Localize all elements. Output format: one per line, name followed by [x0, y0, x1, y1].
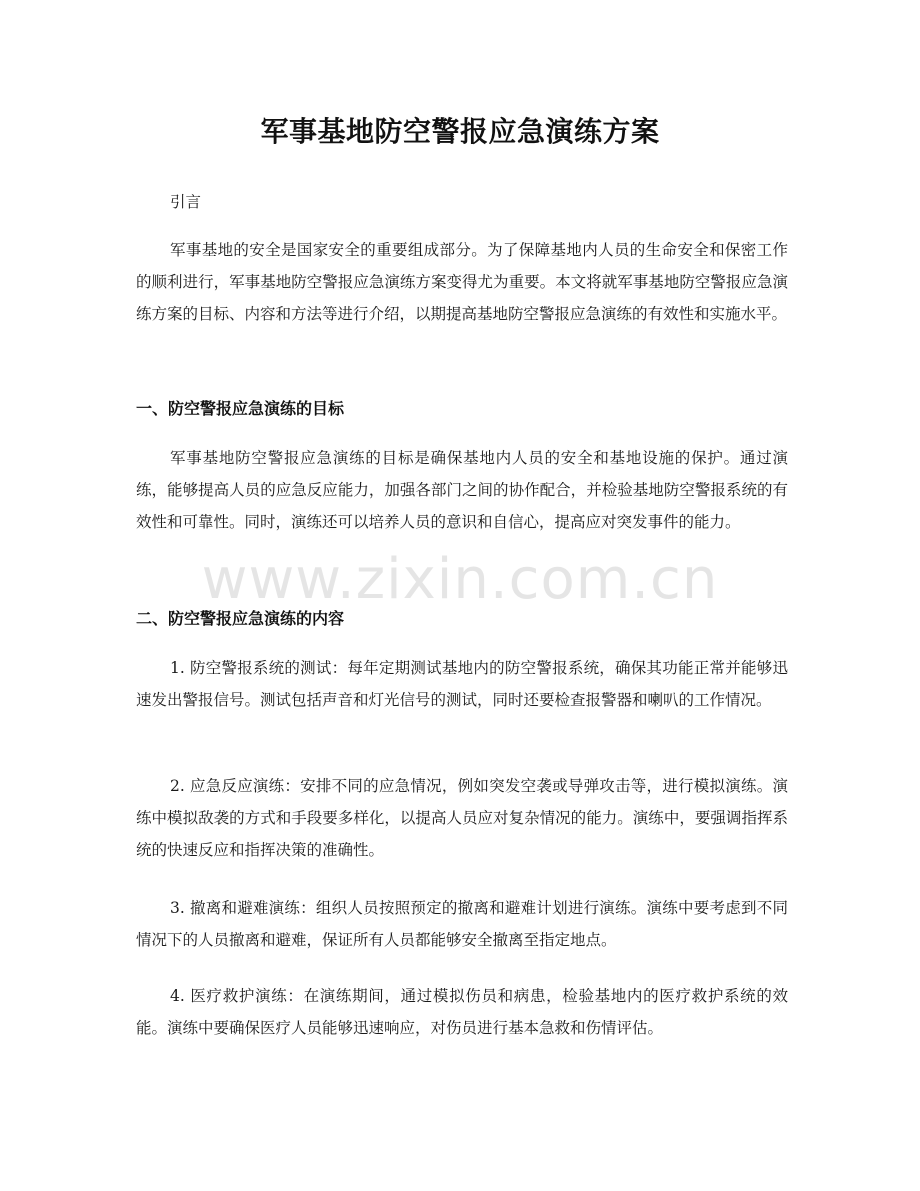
watermark: www.zixin.com.cn — [201, 547, 719, 612]
section-1-paragraph: 军事基地防空警报应急演练的目标是确保基地内人员的安全和基地设施的保护。通过演练，能够提高人员的应急反应能力，加强各部门之间的协作配合，并检验基地防空警报系统的有效性和可靠性。同时，演练还可以培养人员的意识和自信心，提高应对突发事件的能力。 — [136, 449, 788, 531]
document-title: 军事基地防空警报应急演练方案 — [260, 115, 660, 148]
section-2-item-2: 2. 应急反应演练：安排不同的应急情况，例如突发空袭或导弹攻击等，进行模拟演练。演练中模拟敌袭的方式和手段要多样化，以提高人员应对复杂情况的能力。演练中，要强调指挥系统的快速反应和指挥决策的准确性。 — [136, 777, 788, 859]
section-2-heading: 二、防空警报应急演练的内容 — [136, 609, 345, 628]
section-2-item-1: 1. 防空警报系统的测试：每年定期测试基地内的防空警报系统，确保其功能正常并能够迅速发出警报信号。测试包括声音和灯光信号的测试，同时还要检查报警器和喇叭的工作情况。 — [136, 659, 788, 709]
section-1-heading: 一、防空警报应急演练的目标 — [136, 399, 345, 418]
section-2-item-3: 3. 撤离和避难演练：组织人员按照预定的撤离和避难计划进行演练。演练中要考虑到不同情况下的人员撤离和避难，保证所有人员都能够安全撤离至指定地点。 — [136, 899, 788, 949]
intro-paragraph: 军事基地的安全是国家安全的重要组成部分。为了保障基地内人员的生命安全和保密工作的顺利进行，军事基地防空警报应急演练方案变得尤为重要。本文将就军事基地防空警报应急演练方案的目标、内容和方法等进行介绍，以期提高基地防空警报应急演练的有效性和实施水平。 — [136, 241, 788, 323]
section-2-item-4: 4. 医疗救护演练：在演练期间，通过模拟伤员和病患，检验基地内的医疗救护系统的效能。演练中要确保医疗人员能够迅速响应，对伤员进行基本急救和伤情评估。 — [136, 987, 788, 1037]
intro-label: 引言 — [170, 193, 202, 211]
